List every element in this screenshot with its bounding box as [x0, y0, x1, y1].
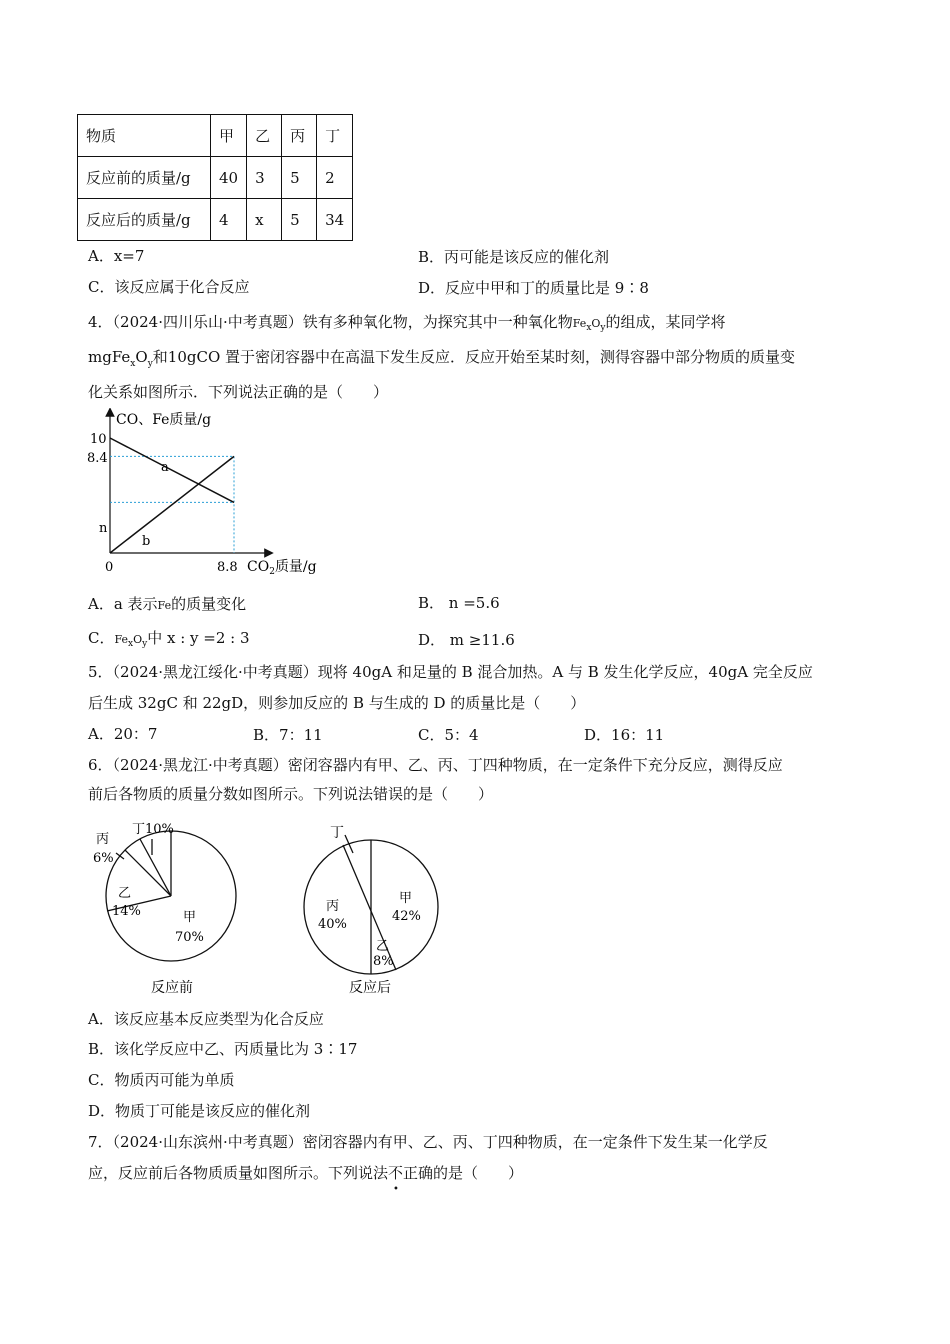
- pie-before-leader: [116, 853, 124, 859]
- q4-option-b: B． n =5.6: [418, 594, 500, 612]
- pie-after-yi-label: 乙: [376, 939, 390, 954]
- table-cell: 物质: [78, 115, 211, 157]
- pie-after-jia-label: 甲: [399, 891, 413, 906]
- q6-stem-line2: 前后各物质的质量分数如图所示。下列说法错误的是（ ）: [88, 785, 494, 803]
- q4-option-a: A．a 表示Fe的质量变化: [88, 595, 247, 613]
- formula-fexoy: $Fe_xO_y$: [572, 317, 606, 334]
- x-tick-8.8: 8.8: [217, 560, 238, 575]
- q5-option-c: C．5：4: [418, 726, 479, 744]
- q6-option-b: B．该化学反应中乙、丙质量比为 3∶17: [88, 1040, 358, 1058]
- q4-stem-line3: 化关系如图所示．下列说法正确的是（ ）: [88, 383, 389, 401]
- table-cell: 反应前的质量/g: [78, 157, 211, 199]
- table-cell: 3: [247, 157, 282, 199]
- pie-before-jia-pct: 70%: [175, 930, 204, 945]
- sub-y: y: [147, 359, 153, 369]
- table-cell: 丙: [282, 115, 317, 157]
- q5-stem-line2: 后生成 32gC 和 22gD，则参加反应的 B 与生成的 D 的质量比是（ ）: [88, 694, 586, 712]
- x-tick-0: 0: [105, 560, 114, 575]
- pie-before-bing-pct: 6%: [93, 851, 114, 866]
- pie-after-bing-pct: 40%: [318, 917, 347, 932]
- pie-after-leader: [345, 835, 353, 853]
- q6-stem-line1: 6．（2024·黑龙江·中考真题）密闭容器内有甲、乙、丙、丁四种物质，在一定条件下充分反应，测得反应: [88, 756, 783, 774]
- y-tick-10: 10: [90, 432, 107, 447]
- table-cell: 4: [211, 199, 247, 241]
- q4-stem1-end: 的组成，某同学将: [605, 313, 726, 331]
- pie-before-bing-label: 丙: [96, 832, 110, 847]
- pie-before-yi-label: 乙: [118, 886, 132, 901]
- q6-option-a: A．该反应基本反应类型为化合反应: [88, 1010, 324, 1028]
- q4-option-d: D． m ≥11.6: [418, 631, 515, 649]
- pie-before-ding-label: 丁10%: [132, 822, 174, 837]
- pie-before-yi-pct: 14%: [112, 904, 141, 919]
- series-b-label: b: [142, 534, 151, 549]
- q6-option-c: C．物质丙可能为单质: [88, 1071, 235, 1089]
- q3-option-c: C．该反应属于化合反应: [88, 278, 250, 296]
- table-cell: 乙: [247, 115, 282, 157]
- mass-table: [77, 114, 353, 241]
- q4-stem2-pre: mgFe: [88, 348, 131, 366]
- pie-after-ding-label: 丁: [330, 825, 344, 841]
- q4-stem-line1: [88, 312, 726, 338]
- q3-option-a: A．x=7: [88, 247, 145, 265]
- table-cell: 5: [282, 199, 317, 241]
- q7-stem-line2: 应，反应前后各物质质量如图所示。下列说法不 • 正确的是（ ）: [88, 1164, 524, 1195]
- q4-option-c: C．$Fe_xO_y$中 x : y =2 : 3: [88, 629, 250, 650]
- table-cell: 40: [211, 157, 247, 199]
- q4-stem-line2: [88, 347, 795, 374]
- y-tick-8.4: 8.4: [87, 451, 108, 466]
- table-cell: 丁: [317, 115, 353, 157]
- pie-after-caption: 反应后: [349, 980, 391, 995]
- q3-option-b: B．丙可能是该反应的催化剂: [418, 248, 610, 266]
- pie-before-divider: [125, 850, 171, 896]
- letter-o: O: [135, 348, 148, 366]
- q5-stem-line1: 5．（2024·黑龙江绥化·中考真题）现将 40gA 和足量的 B 混合加热。A 与 B 发生化学反应，40gA 完全反应: [88, 663, 813, 681]
- q4-line-chart: [85, 408, 345, 578]
- pie-after: [296, 815, 456, 995]
- q5-option-a: A．20：7: [88, 725, 158, 743]
- sub-x: x: [130, 359, 136, 369]
- q5-option-b: B．7：11: [253, 726, 323, 744]
- table-cell: 5: [282, 157, 317, 199]
- table-header-row: [78, 115, 353, 157]
- q6-option-d: D．物质丁可能是该反应的催化剂: [88, 1102, 311, 1120]
- pie-before-caption: 反应前: [151, 980, 193, 995]
- q4-stem1: 4．（2024·四川乐山·中考真题）铁有多种氧化物，为探究其中一种氧化物: [88, 313, 573, 331]
- table-cell: 2: [317, 157, 353, 199]
- table-row: [78, 199, 353, 241]
- series-a-label: a: [161, 460, 169, 475]
- x-axis-label: $CO_2$质量/g: [247, 559, 317, 577]
- pie-after-yi-pct: 8%: [373, 954, 394, 969]
- table-cell: 反应后的质量/g: [78, 199, 211, 241]
- pie-after-jia-pct: 42%: [392, 909, 421, 924]
- table-cell: 甲: [211, 115, 247, 157]
- emphasis-dot-char: 不 •: [388, 1164, 404, 1195]
- pie-before: [90, 815, 250, 995]
- q5-option-d: D．16：11: [584, 726, 665, 744]
- pie-before-jia-label: 甲: [183, 910, 197, 925]
- q4-stem2-post: 和10gCO 置于密闭容器中在高温下发生反应．反应开始至某时刻，测得容器中部分物质的质量变: [152, 348, 796, 366]
- table-row: [78, 157, 353, 199]
- table-cell: x: [247, 199, 282, 241]
- q3-option-d: D．反应中甲和丁的质量比是 9∶8: [418, 279, 649, 297]
- q7-stem-line1: 7．（2024·山东滨州·中考真题）密闭容器内有甲、乙、丙、丁四种物质，在一定条件下发生某一化学反: [88, 1133, 768, 1151]
- pie-before-divider: [140, 839, 171, 896]
- y-tick-n: n: [99, 521, 108, 536]
- table-cell: 34: [317, 199, 353, 241]
- y-axis-label: CO、Fe质量/g: [116, 412, 212, 428]
- pie-after-bing-label: 丙: [326, 899, 340, 914]
